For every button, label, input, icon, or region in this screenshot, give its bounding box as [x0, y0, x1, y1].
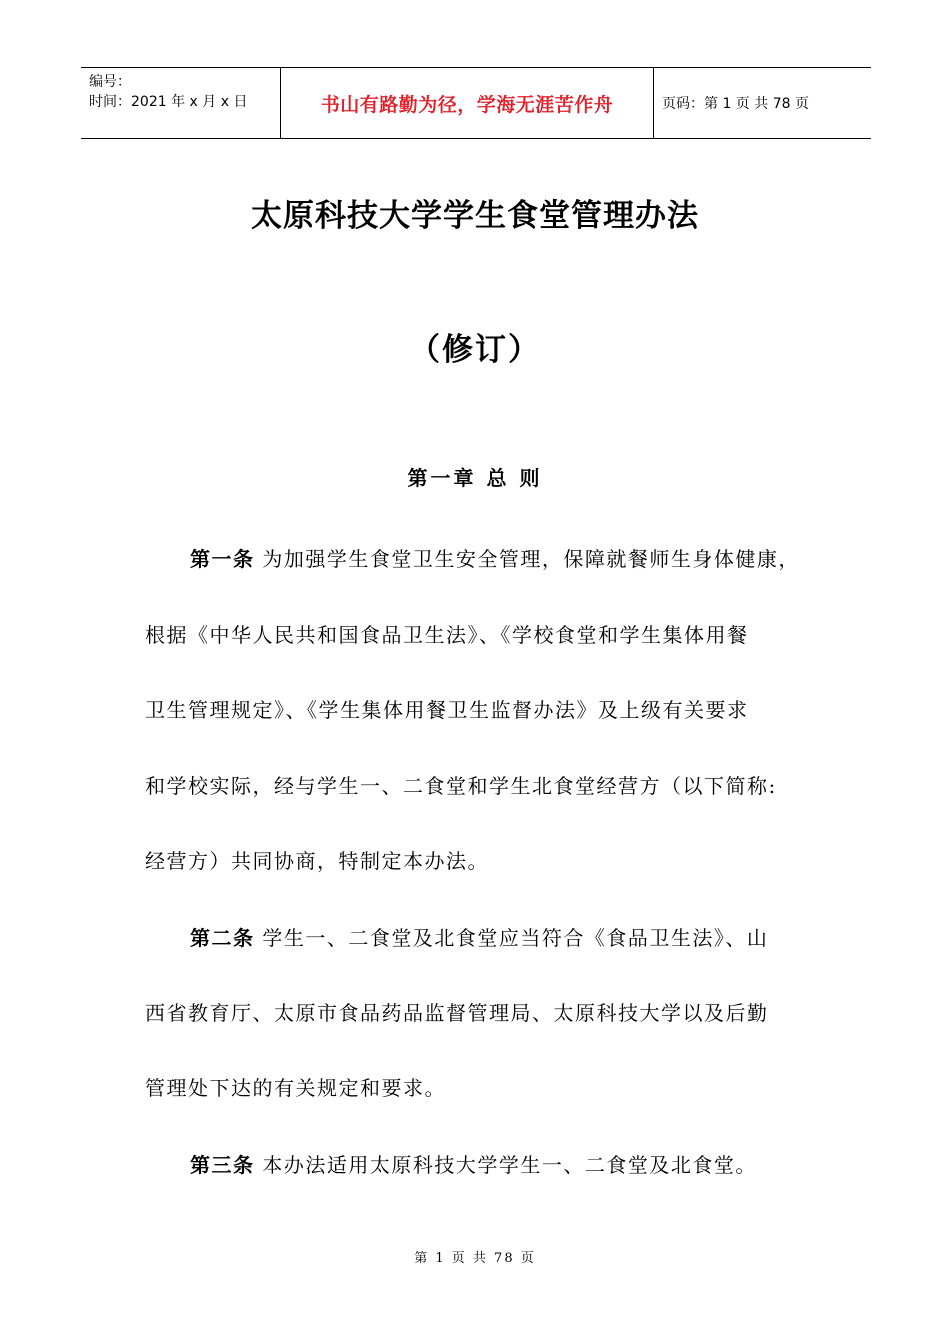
document-subtitle: （修订） — [409, 332, 541, 368]
article-2-label: 第二条 — [190, 926, 255, 950]
article-1-line-5: 经营方）共同协商，特制定本办法。 — [145, 849, 489, 873]
page-footer: 第 1 页 共 78 页 — [414, 1251, 536, 1266]
article-1-line-2: 根据《中华人民共和国食品卫生法》、《学校食堂和学生集体用餐 — [145, 623, 749, 647]
article-2-text-1: 学生一、二食堂及北食堂应当符合《食品卫生法》、山 — [262, 926, 769, 950]
article-1-line-4: 和学校实际，经与学生一、二食堂和学生北食堂经营方（以下简称: — [145, 774, 777, 798]
number-label: 编号： — [89, 74, 131, 90]
article-1-label: 第一条 — [190, 547, 255, 571]
article-2-line-2: 西省教育厅、太原市食品药品监督管理局、太原科技大学以及后勤 — [145, 1001, 769, 1025]
article-1-line-1 — [190, 543, 800, 572]
time-label: 时间：2021 年 x 月 x 日 — [89, 94, 248, 110]
article-3-text-1: 本办法适用太原科技大学学生一、二食堂及北食堂。 — [262, 1153, 757, 1177]
header-left-cell — [81, 68, 281, 138]
header-table — [81, 67, 871, 139]
chapter-heading: 第一章 总 则 — [407, 466, 543, 490]
article-3-label: 第三条 — [190, 1153, 255, 1177]
page-code: 页码：第 1 页 共 78 页 — [662, 96, 809, 112]
motto: 书山有路勤为径，学海无涯苦作舟 — [281, 68, 654, 138]
article-2-line-3: 管理处下达的有关规定和要求。 — [145, 1076, 446, 1100]
article-1-text-1: 为加强学生食堂卫生安全管理，保障就餐师生身体健康， — [262, 547, 800, 571]
document-title: 太原科技大学学生食堂管理办法 — [251, 198, 699, 234]
article-2-line-1 — [190, 922, 768, 951]
article-3-line-1 — [190, 1149, 757, 1178]
article-1-line-3: 卫生管理规定》、《学生集体用餐卫生监督办法》及上级有关要求 — [145, 698, 749, 722]
